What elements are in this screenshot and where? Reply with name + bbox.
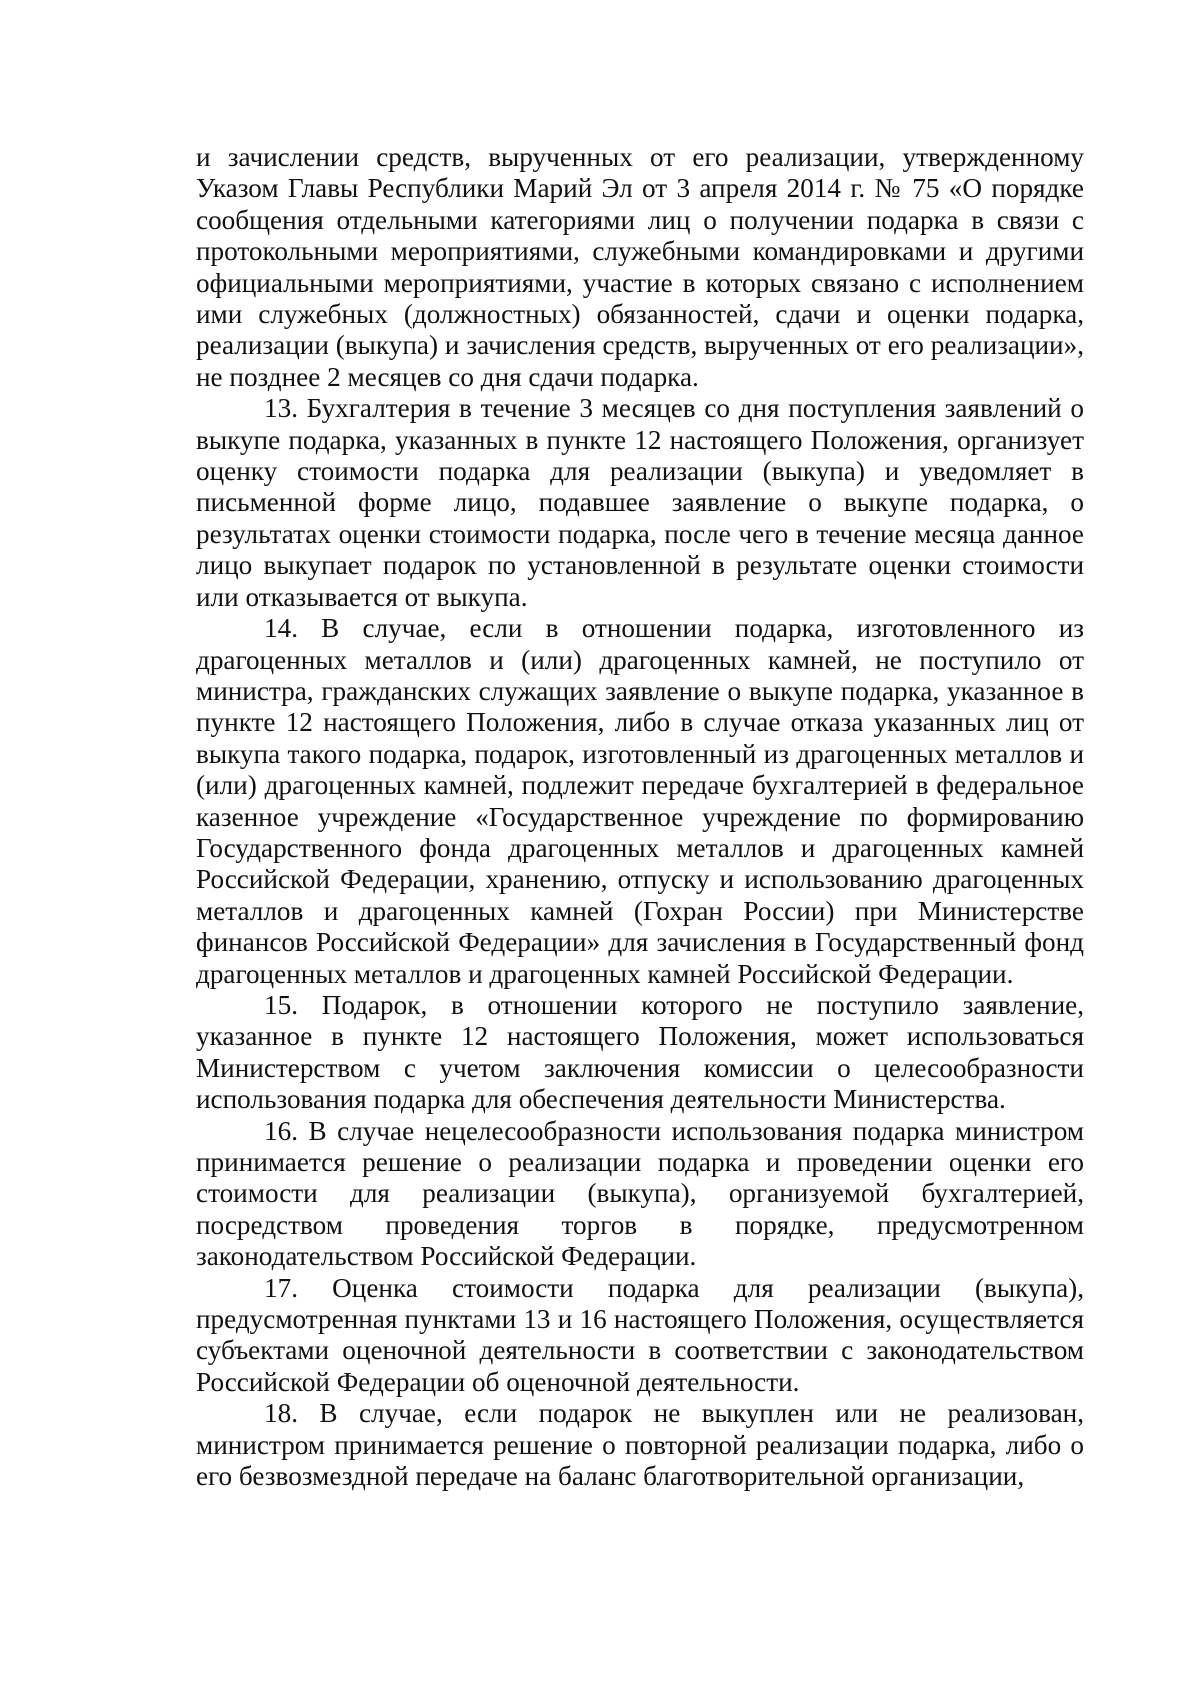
paragraph-item-14: 14. В случае, если в отношении подарка, изготовленного из драгоценных металлов и (или) драгоценных камней, не поступило от министра, гражданских служащих заявление о выкупе подарка, указанное в пункте 12 настоящего Положения, либо в случае отказа указанных лиц от выкупа такого подарка, подарок, изготовленный из драгоценных металлов и (или) драгоценных камней, подлежит передаче бухгалтерией в федеральное казенное учреждение «Государственное учреждение по формированию Государственного фонда драгоценных металлов и драгоценных камней Российской Федерации, хранению, отпуску и использованию драгоценных металлов и драгоценных камней (Гохран России) при Министерстве финансов Российской Федерации» для зачисления в Государственный фонд драгоценных металлов и драгоценных камней Российской Федерации.: [196, 613, 1084, 989]
paragraph-item-17: 17. Оценка стоимости подарка для реализации (выкупа), предусмотренная пунктами 13 и 16 настоящего Положения, осуществляется субъектами оценочной деятельности в соответствии с законодательством Российской Федерации об оценочной деятельности.: [196, 1272, 1084, 1397]
paragraph-item-15: 15. Подарок, в отношении которого не поступило заявление, указанное в пункте 12 настоящего Положения, может использоваться Министерством с учетом заключения комиссии о целесообразности использования подарка для обеспечения деятельности Министерства.: [196, 989, 1084, 1115]
paragraph-item-13: 13. Бухгалтерия в течение 3 месяцев со дня поступления заявлений о выкупе подарка, указанных в пункте 12 настоящего Положения, организует оценку стоимости подарка для реализации (выкупа) и уведомляет в письменной форме лицо, подавшее заявление о выкупе подарка, о результатах оценки стоимости подарка, после чего в течение месяца данное лицо выкупает подарок по установленной в результате оценки стоимости или отказывается от выкупа.: [196, 393, 1084, 612]
paragraph-continuation: и зачислении средств, вырученных от его реализации, утвержденному Указом Главы Республики Марий Эл от 3 апреля 2014 г. № 75 «О порядке сообщения отдельными категориями лиц о получении подарка в связи с протокольными мероприятиями, служебными командировками и другими официальными мероприятиями, участие в которых связано с исполнением ими служебных (должностных) обязанностей, сдачи и оценки подарка, реализации (выкупа) и зачисления средств, вырученных от его реализации», не позднее 2 месяцев со дня сдачи подарка.: [196, 142, 1084, 392]
paragraph-item-18: 18. В случае, если подарок не выкуплен или не реализован, министром принимается решение о повторной реализации подарка, либо о его безвозмездной передаче на баланс благотворительной организации,: [196, 1398, 1084, 1492]
paragraph-item-16: 16. В случае нецелесообразности использования подарка министром принимается решение о реализации подарка и проведении оценки его стоимости для реализации (выкупа), организуемой бухгалтерией, посредством проведения торгов в порядке, предусмотренном законодательством Российской Федерации.: [196, 1115, 1084, 1272]
document-body: [196, 142, 1084, 1492]
